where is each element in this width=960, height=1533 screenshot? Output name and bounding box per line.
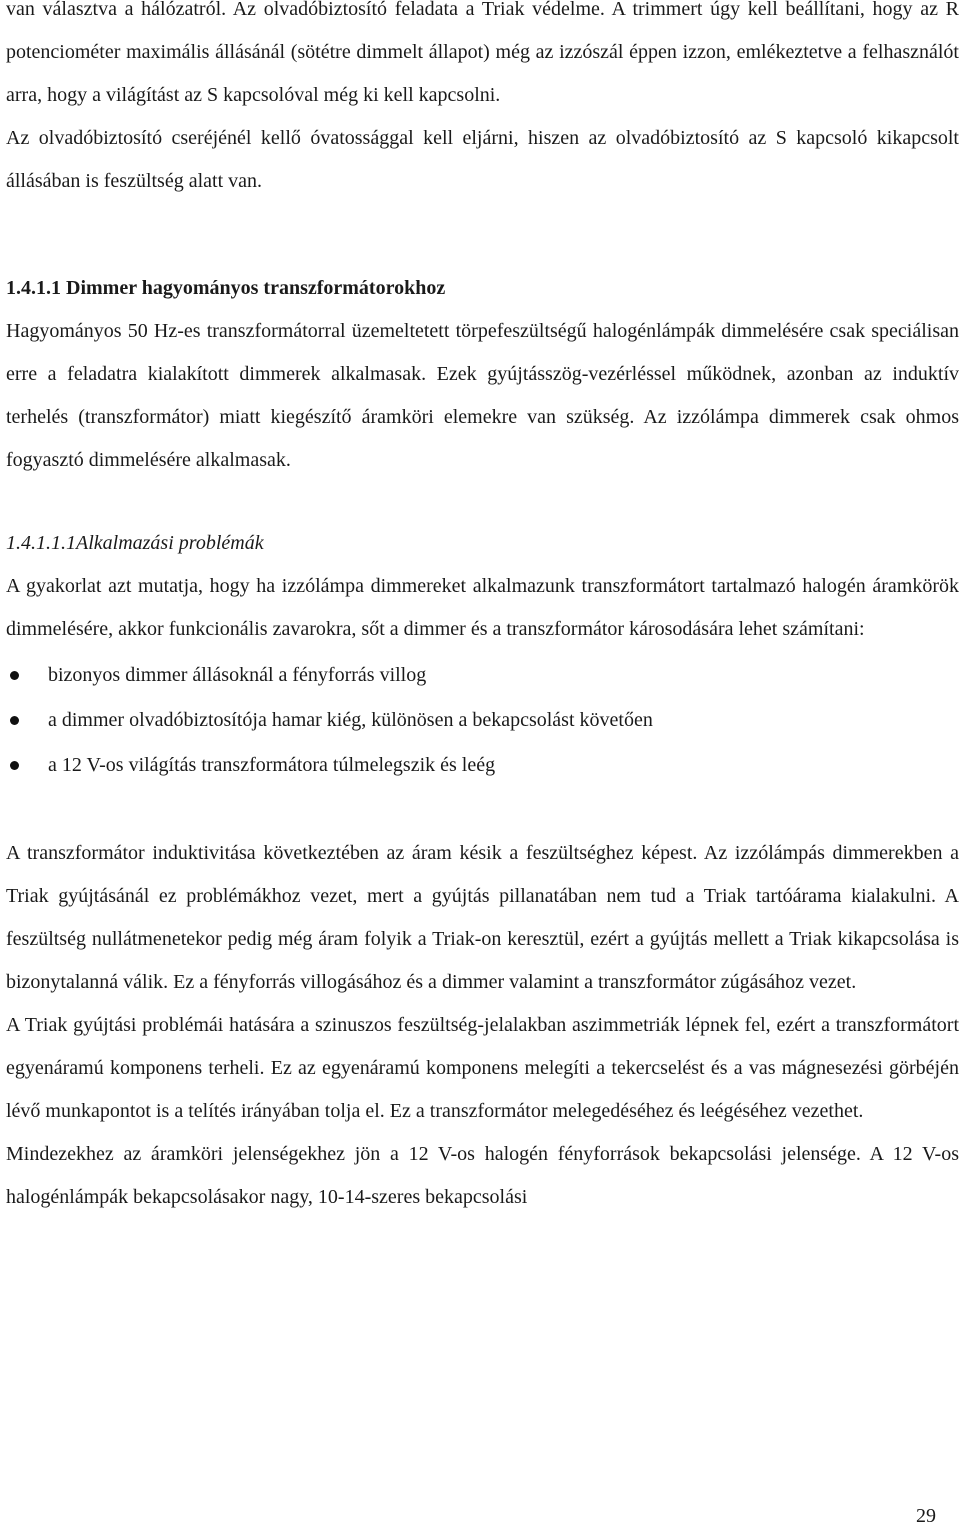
bullet-icon — [10, 761, 19, 770]
list-item-text: a dimmer olvadóbiztosítója hamar kiég, különösen a bekapcsolást követően — [48, 709, 653, 731]
subsection-paragraph: A gyakorlat azt mutatja, hogy ha izzólámpa dimmereket alkalmazunk transzformátort tartalmazó halogén áramkörök dimmelésére, akkor funkcionális zavarokra, sőt a dimmer és a transzformátor károsodására lehet számítani: — [6, 575, 959, 640]
list-item — [6, 653, 959, 698]
list-item-text: a 12 V-os világítás transzformátora túlmelegszik és leég — [48, 754, 496, 776]
body-paragraph-3: Mindezekhez az áramköri jelenségekhez jön a 12 V-os halogén fényforrások bekapcsolási jelensége. A 12 V-os halogénlámpák bekapcsolásakor nagy, 10-14-szeres bekapcsolási — [6, 1143, 959, 1208]
list-item — [6, 743, 959, 788]
subsection-heading: 1.4.1.1.1Alkalmazási problémák — [6, 532, 264, 554]
page-number: 29 — [916, 1505, 936, 1527]
bullet-icon — [10, 716, 19, 725]
intro-paragraph-1: van választva a hálózatról. Az olvadóbiztosító feladata a Triak védelme. A trimmert úgy kell beállítani, hogy az R potenciométer maximális állásánál (sötétre dimmelt állapot) még az izzószál éppen izzon, emlékeztetve a felhasználót arra, hogy a világítást az S kapcsolóval még ki kell kapcsolni. — [6, 0, 959, 106]
body-paragraph-2: A Triak gyújtási problémái hatására a szinuszos feszültség-jelalakban aszimmetriák lépnek fel, ezért a transzformátort egyenáramú komponens terheli. Ez az egyenáramú komponens melegíti a tekercselést és a vas mágnesezési görbéjén lévő munkapontot is a telítés irányában tolja el. Ez a transzformátor melegedéséhez és leégéséhez vezethet. — [6, 1014, 959, 1122]
section-heading: 1.4.1.1 Dimmer hagyományos transzformátorokhoz — [6, 277, 446, 299]
body-paragraph-1: A transzformátor induktivitása következtében az áram késik a feszültséghez képest. Az izzólámpás dimmerekben a Triak gyújtásánál ez problémákhoz vezet, mert a gyújtás pillanatában nem tud a Triak tartóárama kialakulni. A feszültség nullátmenetekor pedig még áram folyik a Triak-on keresztül, ezért a gyújtás mellett a Triak kikapcsolása is bizonytalanná válik. Ez a fényforrás villogásához és a dimmer valamint a transzformátor zúgásához vezet. — [6, 842, 959, 993]
list-item — [6, 698, 959, 743]
list-item-text: bizonyos dimmer állásoknál a fényforrás villog — [48, 664, 427, 686]
section-paragraph: Hagyományos 50 Hz-es transzformátorral üzemeltetett törpefeszültségű halogénlámpák dimmelésére csak speciálisan erre a feladatra kialakított dimmerek alkalmasak. Ezek gyújtásszög-vezérléssel működnek, azonban az induktív terhelés (transzformátor) miatt kiegészítő áramköri elemekre van szükség. Az izzólámpa dimmerek csak ohmos fogyasztó dimmelésére alkalmasak. — [6, 320, 959, 471]
intro-paragraph-2: Az olvadóbiztosító cseréjénél kellő óvatossággal kell eljárni, hiszen az olvadóbiztosító az S kapcsoló kikapcsolt állásában is feszültség alatt van. — [6, 127, 959, 192]
problem-list — [6, 653, 959, 788]
document-page — [6, 0, 959, 1219]
bullet-icon — [10, 671, 19, 680]
